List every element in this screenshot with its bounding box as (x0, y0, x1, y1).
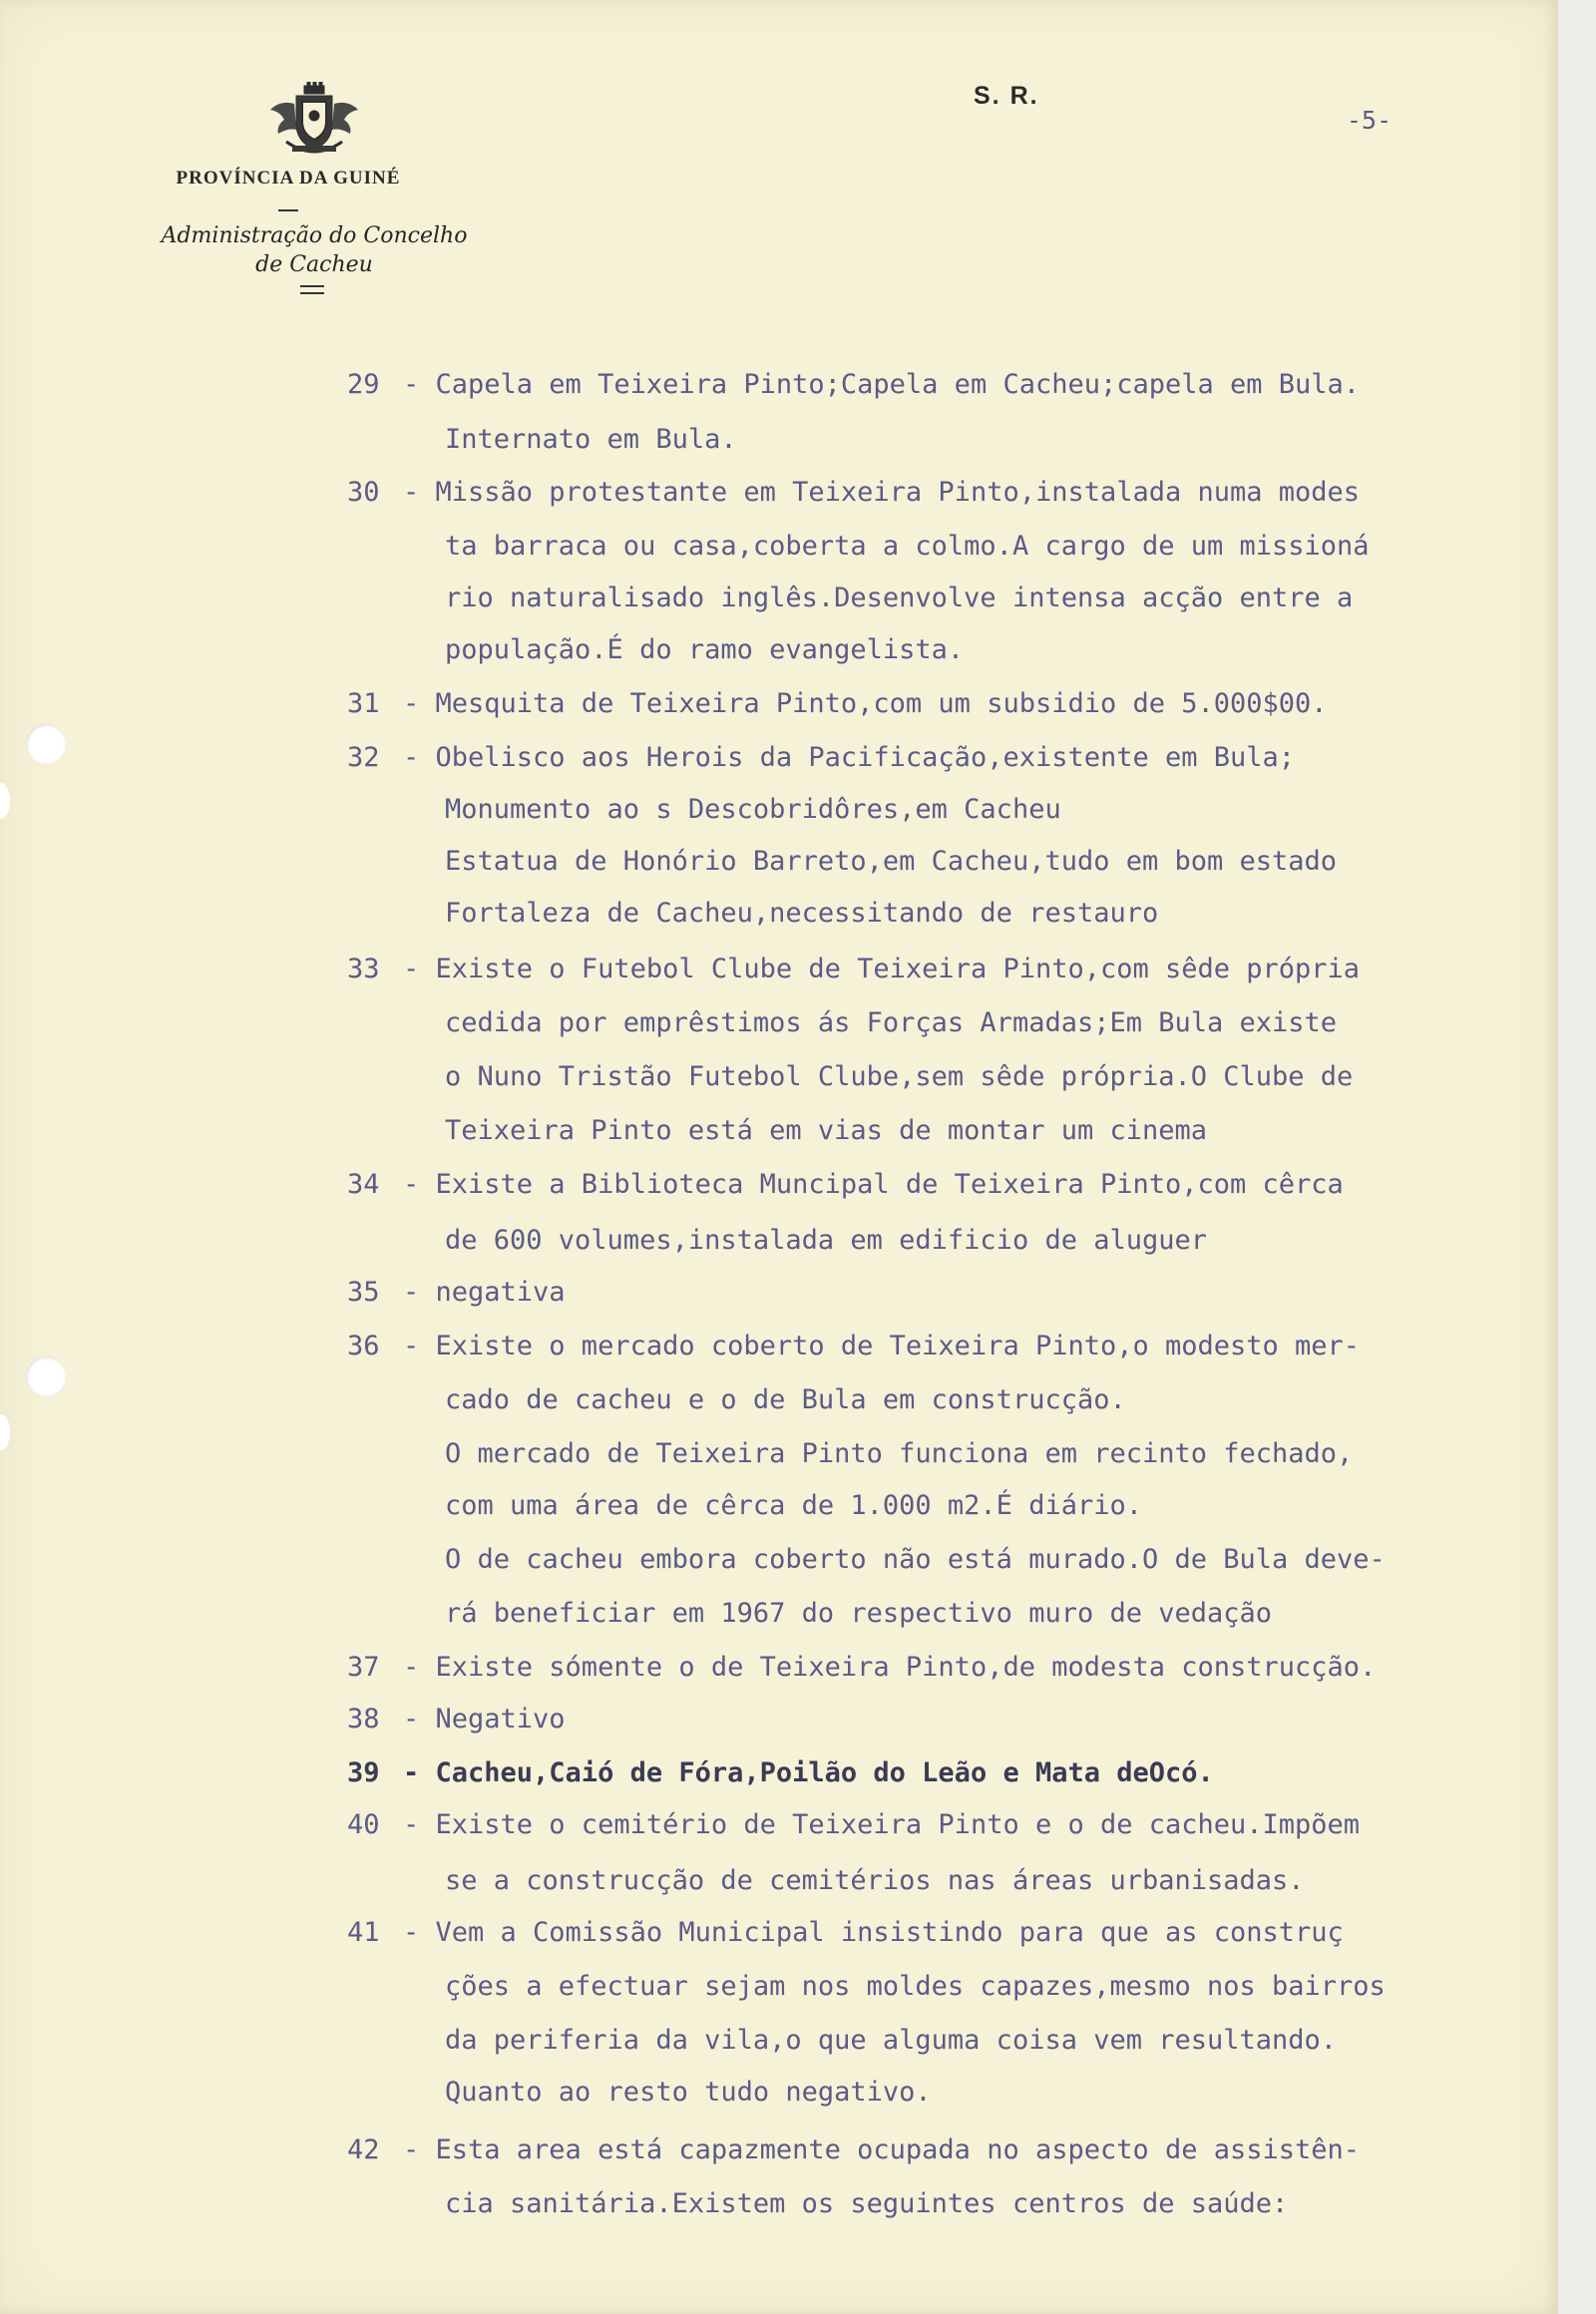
item-number: 34 (347, 1169, 380, 1200)
item-text-line: ta barraca ou casa,coberta a colmo.A cargo de um missioná (445, 531, 1370, 562)
item-number: 40 (347, 1809, 380, 1840)
item-text-line: - Existe sómente o de Teixeira Pinto,de modesta construcção. (403, 1652, 1377, 1683)
item-text-line: Internato em Bula. (445, 424, 737, 455)
item-text-line: de 600 volumes,instalada em edificio de aluguer (445, 1225, 1208, 1256)
item-text-line: - Existe o mercado coberto de Teixeira Pinto,o modesto mer- (403, 1331, 1361, 1361)
page-number: -5- (1347, 106, 1393, 135)
item-number: 30 (347, 477, 380, 508)
item-text-line: Teixeira Pinto está em vias de montar um cinema (445, 1115, 1208, 1146)
item-text-line: com uma área de cêrca de 1.000 m2.É diário. (445, 1490, 1142, 1521)
item-text-line: - Existe a Biblioteca Muncipal de Teixeira Pinto,com cêrca (403, 1169, 1344, 1200)
item-number: 39 (347, 1757, 380, 1788)
item-number: 33 (347, 954, 380, 984)
divider (278, 209, 298, 211)
item-text-line: da periferia da vila,o que alguma coisa vem resultando. (445, 2025, 1338, 2056)
item-text-line: - Mesquita de Teixeira Pinto,com um subsidio de 5.000$00. (403, 688, 1328, 719)
edge-notch (0, 1414, 10, 1450)
coat-of-arms-icon (266, 82, 362, 162)
letterhead (140, 82, 489, 294)
item-number: 38 (347, 1704, 380, 1735)
item-text-line: cado de cacheu e o de Bula em construcção. (445, 1384, 1126, 1415)
item-text-line: Estatua de Honório Barreto,em Cacheu,tudo em bom estado (445, 846, 1338, 877)
item-number: 35 (347, 1277, 380, 1308)
item-number: 31 (347, 688, 380, 719)
punch-hole (26, 724, 66, 764)
item-text-line: rá beneficiar em 1967 do respectivo muro de vedação (445, 1598, 1273, 1629)
edge-notch (0, 783, 10, 819)
administration-title: Administração do Concelho (161, 223, 468, 248)
page-background (1558, 0, 1596, 2314)
item-text-line: cia sanitária.Existem os seguintes centros de saúde: (445, 2188, 1289, 2219)
item-number: 32 (347, 742, 380, 773)
item-text-line: - Existe o Futebol Clube de Teixeira Pinto,com sêde própria (403, 954, 1361, 984)
item-text-line: - Vem a Comissão Municipal insistindo para que as construç (403, 1917, 1344, 1948)
province-name: PROVÍNCIA DA GUINÉ (176, 168, 401, 189)
item-text-line: - Obelisco aos Herois da Pacificação,existente em Bula; (403, 742, 1296, 773)
item-text-line: se a construcção de cemitérios nas áreas urbanisadas. (445, 1865, 1305, 1896)
item-text-line: - Cacheu,Caió de Fóra,Poilão do Leão e Mata deOcó. (403, 1757, 1214, 1788)
item-text-line: O mercado de Teixeira Pinto funciona em recinto fechado, (445, 1438, 1354, 1469)
item-text-line: Monumento ao s Descobridôres,em Cacheu (445, 794, 1061, 825)
item-number: 42 (347, 2134, 380, 2165)
item-text-line: ções a efectuar sejam nos moldes capazes,mesmo nos bairros (445, 1971, 1386, 2002)
security-mark: S. R. (974, 82, 1039, 110)
item-text-line: rio naturalisado inglês.Desenvolve intensa acção entre a (445, 582, 1354, 613)
item-text-line: - Esta area está capazmente ocupada no aspecto de assistên- (403, 2134, 1361, 2165)
item-number: 29 (347, 369, 380, 400)
item-text-line: o Nuno Tristão Futebol Clube,sem sêde própria.O Clube de (445, 1061, 1354, 1092)
item-text-line: Fortaleza de Cacheu,necessitando de restauro (445, 898, 1159, 929)
item-number: 37 (347, 1652, 380, 1683)
administration-subtitle: de Cacheu (255, 252, 373, 277)
item-text-line: cedida por emprêstimos ás Forças Armadas;Em Bula existe (445, 1007, 1338, 1038)
item-text-line: população.É do ramo evangelista. (445, 634, 965, 665)
item-text-line: Quanto ao resto tudo negativo. (445, 2077, 932, 2108)
item-text-line: - Missão protestante em Teixeira Pinto,instalada numa modes (403, 477, 1361, 508)
item-text-line: - negativa (403, 1277, 566, 1308)
item-number: 41 (347, 1917, 380, 1948)
divider (300, 285, 324, 294)
item-text-line: - Capela em Teixeira Pinto;Capela em Cacheu;capela em Bula. (403, 369, 1361, 400)
punch-hole (26, 1356, 66, 1396)
item-number: 36 (347, 1331, 380, 1361)
item-text-line: - Existe o cemitério de Teixeira Pinto e o de cacheu.Impõem (403, 1809, 1361, 1840)
item-text-line: - Negativo (403, 1704, 566, 1735)
item-text-line: O de cacheu embora coberto não está murado.O de Bula deve- (445, 1544, 1386, 1575)
